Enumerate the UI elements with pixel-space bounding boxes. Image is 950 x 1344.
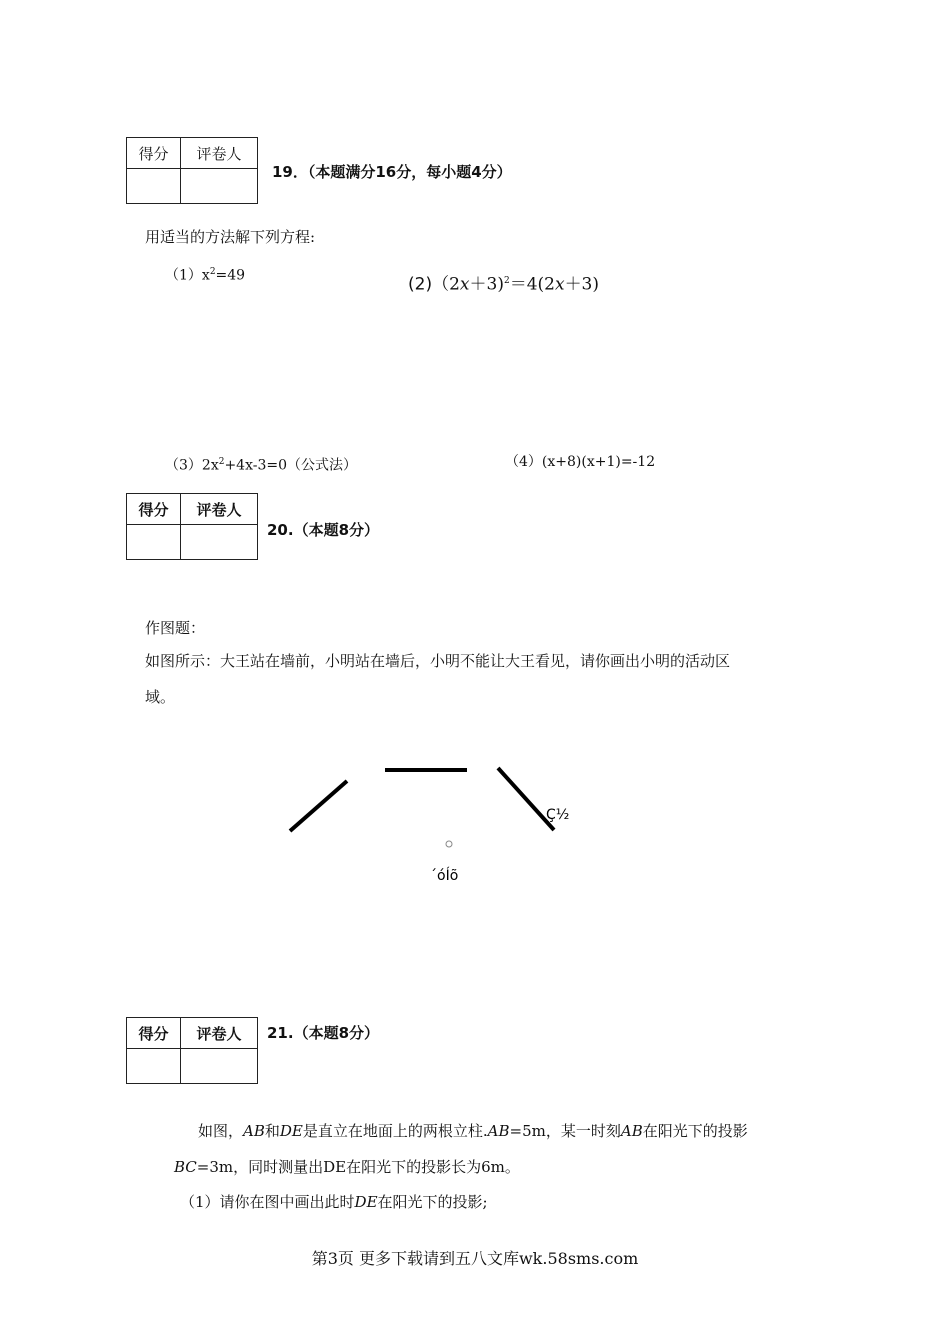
q19-p3-exp: 2 [218, 457, 225, 467]
score-table-q20 [126, 493, 258, 560]
page-footer: 第3页 更多下载请到五八文库wk.58sms.com [311, 1249, 639, 1268]
q21-line3 [180, 1192, 488, 1212]
score-header: 得分 [127, 1018, 181, 1049]
q19-p2-part2: ＋3) [469, 274, 504, 295]
q19-part3 [165, 452, 357, 476]
q21-title: 21.（本题8分） [267, 1024, 380, 1042]
wall-left [290, 781, 347, 831]
score-table-q19 [126, 137, 258, 204]
var-DE: DE [279, 1122, 303, 1140]
var-BC: BC [174, 1158, 197, 1176]
q19-p2-var1: x [459, 274, 470, 295]
q20-line1: 作图题： [145, 619, 206, 637]
q19-p2-part4: ＋3) [564, 274, 600, 295]
q19-intro: 用适当的方法解下列方程: [145, 228, 316, 246]
score-header: 得分 [127, 494, 181, 525]
q21-text: 如图， [198, 1122, 244, 1140]
score-cell [127, 1049, 181, 1084]
q20-line3: 域。 [145, 688, 176, 706]
q21-text: =3m，同时测量出DE在阳光下的投影长为6m。 [196, 1158, 520, 1176]
q20-line2: 如图所示：大王站在墙前，小明站在墙后，小明不能让大王看见，请你画出小明的活动区 [145, 652, 731, 670]
q19-p3-prefix: （3）2x [165, 457, 219, 474]
q19-p1-prefix: （1）x [165, 267, 210, 284]
var-AB: AB [620, 1122, 643, 1140]
var-AB: AB [487, 1122, 510, 1140]
var-DE: DE [354, 1193, 378, 1211]
q21-text: 在阳光下的投影 [642, 1122, 748, 1140]
q21-text: （1）请你在图中画出此时 [180, 1193, 355, 1211]
q19-part1 [165, 262, 245, 286]
var-AB: AB [243, 1122, 265, 1140]
q19-p1-suffix: =49 [215, 267, 246, 284]
dawang-point [446, 841, 452, 847]
grader-header: 评卷人 [181, 138, 258, 169]
grader-header: 评卷人 [181, 1018, 258, 1049]
grader-cell [181, 1049, 258, 1084]
q20-title: 20.（本题8分） [267, 521, 380, 539]
score-table-q21 [126, 1017, 258, 1084]
q19-p2-part3: ＝4(2 [509, 274, 555, 295]
q19-part4: （4）(x+8)(x+1)=-12 [505, 454, 656, 470]
q21-line2 [174, 1157, 520, 1177]
score-header: 得分 [127, 138, 181, 169]
grader-header: 评卷人 [181, 494, 258, 525]
score-cell [127, 169, 181, 204]
q19-p1-exp: 2 [209, 267, 216, 277]
q19-p2-var2: x [554, 274, 565, 295]
grader-cell [181, 169, 258, 204]
q19-p2-exp: 2 [503, 276, 510, 286]
score-cell [127, 525, 181, 560]
label-bottom: ´óÍõ [430, 868, 459, 884]
q19-p2-label: (2) [408, 274, 433, 295]
grader-cell [181, 525, 258, 560]
q19-title: 19．（本题满分16分，每小题4分） [272, 163, 512, 181]
q19-p3-suffix: +4x-3=0（公式法） [224, 457, 358, 474]
q19-part2 [408, 271, 599, 295]
q19-p2-part1: （2 [432, 274, 460, 295]
q21-text: 在阳光下的投影; [377, 1193, 488, 1211]
q21-text: =5m，某一时刻 [509, 1122, 621, 1140]
q21-text: 和 [264, 1122, 280, 1140]
q21-line1 [198, 1121, 748, 1141]
label-right: Ç½ [546, 807, 570, 823]
q21-text: 是直立在地面上的两根立柱. [302, 1122, 488, 1140]
q20-figure [280, 755, 600, 890]
